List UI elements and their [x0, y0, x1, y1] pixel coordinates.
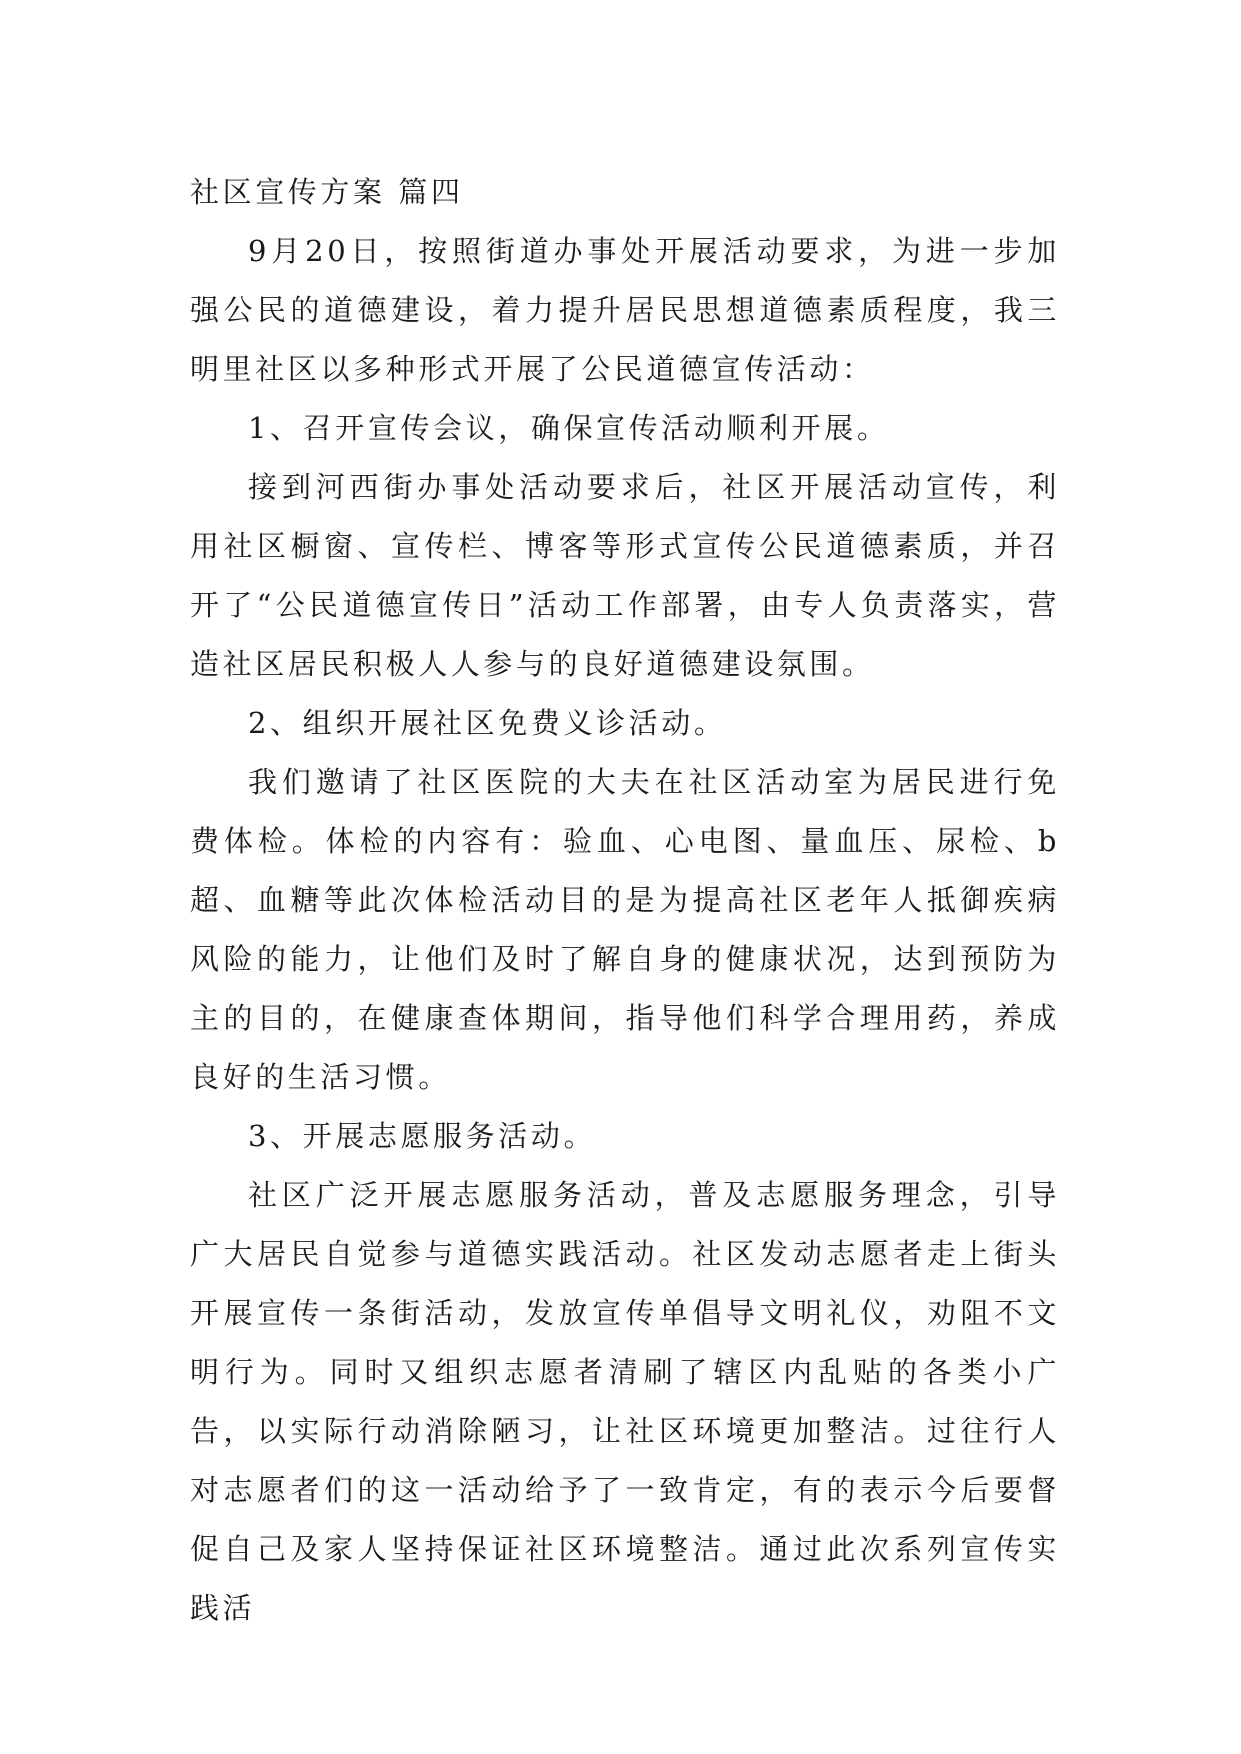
section-heading-1: 1、召开宣传会议，确保宣传活动顺利开展。 — [248, 411, 890, 445]
section-heading-3: 3、开展志愿服务活动。 — [248, 1119, 597, 1153]
section-heading-2: 2、组织开展社区免费义诊活动。 — [248, 706, 727, 740]
document-title: 社区宣传方案 篇四 — [190, 175, 464, 209]
paragraph-section-3: 社区广泛开展志愿服务活动，普及志愿服务理念，引导广大居民自觉参与道德实践活动。社区发动志愿者走上街头开展宣传一条街活动，发放宣传单倡导文明礼仪，劝阻不文明行为。同时又组织志愿者清刷了辖区内乱贴的各类小广告，以实际行动消除陋习，让社区环境更加整洁。过往行人对志愿者们的这一活动给予了一致肯定，有的表示今后要督促自己及家人坚持保证社区环境整洁。通过此次系列宣传实践活 — [190, 1178, 1060, 1625]
paragraph-section-1: 接到河西街办事处活动要求后，社区开展活动宣传，利用社区橱窗、宣传栏、博客等形式宣传公民道德素质，并召开了“公民道德宣传日”活动工作部署，由专人负责落实，营造社区居民积极人人参与的良好道德建设氛围。 — [190, 470, 1060, 681]
document-body — [190, 163, 1060, 1638]
paragraph-intro: 9月20日，按照街道办事处开展活动要求，为进一步加强公民的道德建设，着力提升居民思想道德素质程度，我三明里社区以多种形式开展了公民道德宣传活动： — [190, 234, 1060, 386]
paragraph-section-2: 我们邀请了社区医院的大夫在社区活动室为居民进行免费体检。体检的内容有：验血、心电图、量血压、尿检、b超、血糖等此次体检活动目的是为提高社区老年人抵御疾病风险的能力，让他们及时了解自身的健康状况，达到预防为主的目的，在健康查体期间，指导他们科学合理用药，养成良好的生活习惯。 — [190, 765, 1060, 1094]
